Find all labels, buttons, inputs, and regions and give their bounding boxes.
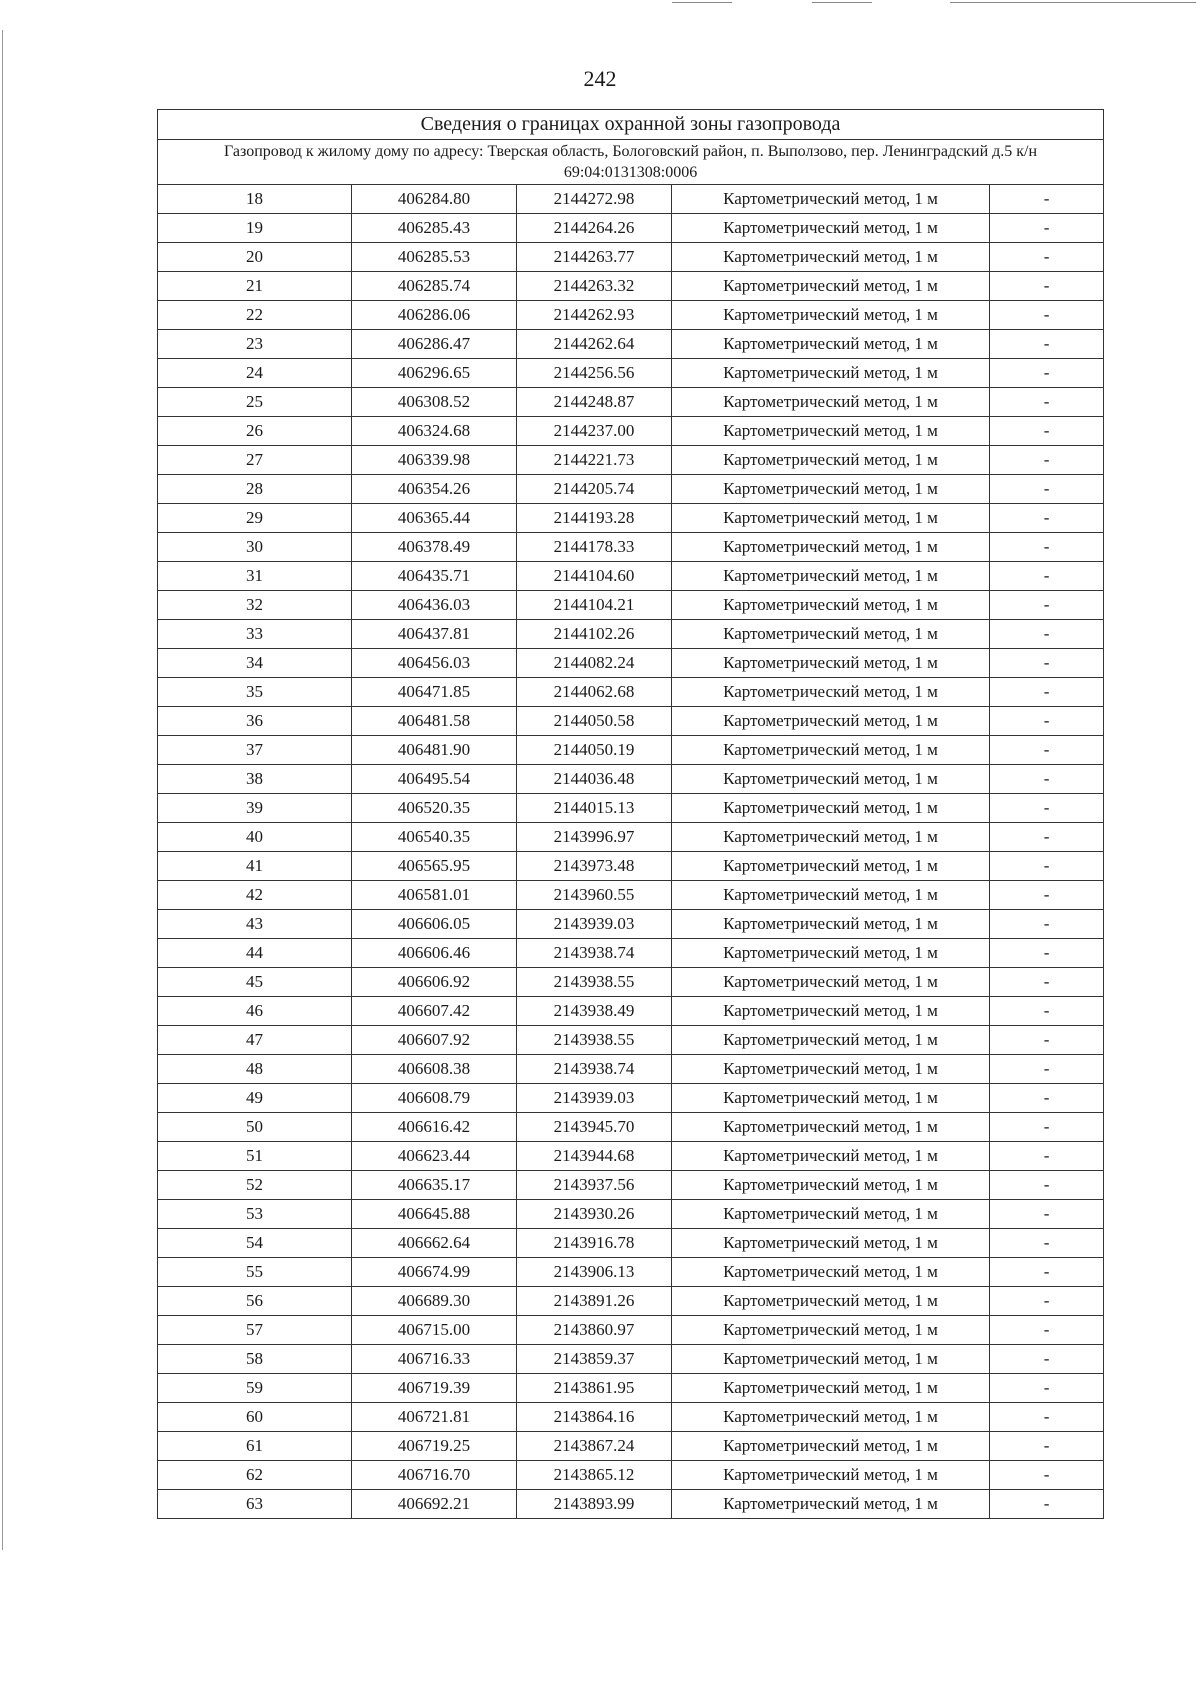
point-number-cell: 40 — [158, 823, 352, 852]
x-coordinate-cell: 406608.38 — [352, 1055, 517, 1084]
y-coordinate-cell: 2143861.95 — [517, 1374, 672, 1403]
x-coordinate-cell: 406435.71 — [352, 562, 517, 591]
method-cell: Картометрический метод, 1 м — [672, 1374, 990, 1403]
method-cell: Картометрический метод, 1 м — [672, 214, 990, 243]
table-row — [158, 301, 1104, 330]
description-cell: - — [990, 272, 1104, 301]
description-cell: - — [990, 446, 1104, 475]
description-cell: - — [990, 243, 1104, 272]
table-row — [158, 1142, 1104, 1171]
table-row — [158, 272, 1104, 301]
x-coordinate-cell: 406719.39 — [352, 1374, 517, 1403]
y-coordinate-cell: 2144262.64 — [517, 330, 672, 359]
table-row — [158, 1084, 1104, 1113]
description-cell: - — [990, 997, 1104, 1026]
y-coordinate-cell: 2143860.97 — [517, 1316, 672, 1345]
point-number-cell: 26 — [158, 417, 352, 446]
table-row — [158, 1461, 1104, 1490]
x-coordinate-cell: 406623.44 — [352, 1142, 517, 1171]
method-cell: Картометрический метод, 1 м — [672, 388, 990, 417]
description-cell: - — [990, 1316, 1104, 1345]
point-number-cell: 44 — [158, 939, 352, 968]
method-cell: Картометрический метод, 1 м — [672, 649, 990, 678]
y-coordinate-cell: 2143944.68 — [517, 1142, 672, 1171]
description-cell: - — [990, 1461, 1104, 1490]
x-coordinate-cell: 406378.49 — [352, 533, 517, 562]
y-coordinate-cell: 2143916.78 — [517, 1229, 672, 1258]
point-number-cell: 19 — [158, 214, 352, 243]
table-row — [158, 1113, 1104, 1142]
description-cell: - — [990, 330, 1104, 359]
table-row — [158, 620, 1104, 649]
y-coordinate-cell: 2143938.55 — [517, 1026, 672, 1055]
point-number-cell: 38 — [158, 765, 352, 794]
point-number-cell: 24 — [158, 359, 352, 388]
method-cell: Картометрический метод, 1 м — [672, 1200, 990, 1229]
method-cell: Картометрический метод, 1 м — [672, 1403, 990, 1432]
x-coordinate-cell: 406715.00 — [352, 1316, 517, 1345]
point-number-cell: 45 — [158, 968, 352, 997]
description-cell: - — [990, 881, 1104, 910]
method-cell: Картометрический метод, 1 м — [672, 620, 990, 649]
y-coordinate-cell: 2144248.87 — [517, 388, 672, 417]
table-row — [158, 1316, 1104, 1345]
table-title: Сведения о границах охранной зоны газопровода — [158, 110, 1104, 140]
table-row — [158, 765, 1104, 794]
description-cell: - — [990, 1258, 1104, 1287]
x-coordinate-cell: 406284.80 — [352, 185, 517, 214]
x-coordinate-cell: 406339.98 — [352, 446, 517, 475]
method-cell: Картометрический метод, 1 м — [672, 736, 990, 765]
description-cell: - — [990, 1171, 1104, 1200]
x-coordinate-cell: 406540.35 — [352, 823, 517, 852]
description-cell: - — [990, 1113, 1104, 1142]
table-row — [158, 1287, 1104, 1316]
table-row — [158, 1229, 1104, 1258]
method-cell: Картометрический метод, 1 м — [672, 417, 990, 446]
x-coordinate-cell: 406495.54 — [352, 765, 517, 794]
point-number-cell: 23 — [158, 330, 352, 359]
y-coordinate-cell: 2144263.32 — [517, 272, 672, 301]
y-coordinate-cell: 2144036.48 — [517, 765, 672, 794]
point-number-cell: 32 — [158, 591, 352, 620]
y-coordinate-cell: 2143891.26 — [517, 1287, 672, 1316]
description-cell: - — [990, 301, 1104, 330]
point-number-cell: 28 — [158, 475, 352, 504]
description-cell: - — [990, 1345, 1104, 1374]
description-cell: - — [990, 185, 1104, 214]
method-cell: Картометрический метод, 1 м — [672, 446, 990, 475]
method-cell: Картометрический метод, 1 м — [672, 243, 990, 272]
x-coordinate-cell: 406296.65 — [352, 359, 517, 388]
point-number-cell: 56 — [158, 1287, 352, 1316]
point-number-cell: 50 — [158, 1113, 352, 1142]
description-cell: - — [990, 649, 1104, 678]
y-coordinate-cell: 2144262.93 — [517, 301, 672, 330]
point-number-cell: 18 — [158, 185, 352, 214]
x-coordinate-cell: 406324.68 — [352, 417, 517, 446]
method-cell: Картометрический метод, 1 м — [672, 881, 990, 910]
y-coordinate-cell: 2144104.60 — [517, 562, 672, 591]
y-coordinate-cell: 2144050.19 — [517, 736, 672, 765]
table-row — [158, 968, 1104, 997]
point-number-cell: 61 — [158, 1432, 352, 1461]
x-coordinate-cell: 406471.85 — [352, 678, 517, 707]
table-row — [158, 910, 1104, 939]
x-coordinate-cell: 406456.03 — [352, 649, 517, 678]
x-coordinate-cell: 406635.17 — [352, 1171, 517, 1200]
description-cell: - — [990, 852, 1104, 881]
description-cell: - — [990, 736, 1104, 765]
x-coordinate-cell: 406689.30 — [352, 1287, 517, 1316]
description-cell: - — [990, 1287, 1104, 1316]
point-number-cell: 39 — [158, 794, 352, 823]
x-coordinate-cell: 406719.25 — [352, 1432, 517, 1461]
table-row — [158, 214, 1104, 243]
method-cell: Картометрический метод, 1 м — [672, 1229, 990, 1258]
method-cell: Картометрический метод, 1 м — [672, 1345, 990, 1374]
point-number-cell: 62 — [158, 1461, 352, 1490]
description-cell: - — [990, 939, 1104, 968]
y-coordinate-cell: 2143938.74 — [517, 1055, 672, 1084]
x-coordinate-cell: 406285.53 — [352, 243, 517, 272]
table-row — [158, 417, 1104, 446]
point-number-cell: 52 — [158, 1171, 352, 1200]
table-title-row — [158, 110, 1104, 140]
description-cell: - — [990, 1055, 1104, 1084]
table-row — [158, 852, 1104, 881]
method-cell: Картометрический метод, 1 м — [672, 1258, 990, 1287]
table-row — [158, 243, 1104, 272]
table-row — [158, 1026, 1104, 1055]
table-row — [158, 1490, 1104, 1519]
x-coordinate-cell: 406581.01 — [352, 881, 517, 910]
method-cell: Картометрический метод, 1 м — [672, 1461, 990, 1490]
y-coordinate-cell: 2143930.26 — [517, 1200, 672, 1229]
x-coordinate-cell: 406606.05 — [352, 910, 517, 939]
y-coordinate-cell: 2143973.48 — [517, 852, 672, 881]
point-number-cell: 53 — [158, 1200, 352, 1229]
description-cell: - — [990, 707, 1104, 736]
x-coordinate-cell: 406365.44 — [352, 504, 517, 533]
x-coordinate-cell: 406286.47 — [352, 330, 517, 359]
point-number-cell: 60 — [158, 1403, 352, 1432]
x-coordinate-cell: 406285.74 — [352, 272, 517, 301]
y-coordinate-cell: 2144015.13 — [517, 794, 672, 823]
protection-zone-table — [157, 109, 1104, 1519]
description-cell: - — [990, 765, 1104, 794]
point-number-cell: 49 — [158, 1084, 352, 1113]
method-cell: Картометрический метод, 1 м — [672, 1432, 990, 1461]
table-row — [158, 562, 1104, 591]
y-coordinate-cell: 2143945.70 — [517, 1113, 672, 1142]
y-coordinate-cell: 2144082.24 — [517, 649, 672, 678]
point-number-cell: 37 — [158, 736, 352, 765]
y-coordinate-cell: 2143937.56 — [517, 1171, 672, 1200]
y-coordinate-cell: 2143939.03 — [517, 910, 672, 939]
method-cell: Картометрический метод, 1 м — [672, 591, 990, 620]
scan-edge-line-top — [950, 2, 1196, 3]
x-coordinate-cell: 406481.90 — [352, 736, 517, 765]
table-row — [158, 1171, 1104, 1200]
point-number-cell: 22 — [158, 301, 352, 330]
method-cell: Картометрический метод, 1 м — [672, 707, 990, 736]
y-coordinate-cell: 2144256.56 — [517, 359, 672, 388]
x-coordinate-cell: 406692.21 — [352, 1490, 517, 1519]
table-row — [158, 1345, 1104, 1374]
description-cell: - — [990, 794, 1104, 823]
description-cell: - — [990, 562, 1104, 591]
point-number-cell: 47 — [158, 1026, 352, 1055]
y-coordinate-cell: 2143939.03 — [517, 1084, 672, 1113]
table-row — [158, 446, 1104, 475]
table-row — [158, 359, 1104, 388]
x-coordinate-cell: 406354.26 — [352, 475, 517, 504]
method-cell: Картометрический метод, 1 м — [672, 968, 990, 997]
x-coordinate-cell: 406716.70 — [352, 1461, 517, 1490]
method-cell: Картометрический метод, 1 м — [672, 823, 990, 852]
table-row — [158, 475, 1104, 504]
y-coordinate-cell: 2143938.74 — [517, 939, 672, 968]
point-number-cell: 55 — [158, 1258, 352, 1287]
point-number-cell: 58 — [158, 1345, 352, 1374]
y-coordinate-cell: 2144062.68 — [517, 678, 672, 707]
method-cell: Картометрический метод, 1 м — [672, 852, 990, 881]
description-cell: - — [990, 359, 1104, 388]
method-cell: Картометрический метод, 1 м — [672, 1055, 990, 1084]
table-row — [158, 1055, 1104, 1084]
x-coordinate-cell: 406645.88 — [352, 1200, 517, 1229]
point-number-cell: 20 — [158, 243, 352, 272]
table-row — [158, 591, 1104, 620]
table-row — [158, 388, 1104, 417]
table-row — [158, 823, 1104, 852]
description-cell: - — [990, 1142, 1104, 1171]
point-number-cell: 51 — [158, 1142, 352, 1171]
description-cell: - — [990, 417, 1104, 446]
point-number-cell: 30 — [158, 533, 352, 562]
x-coordinate-cell: 406286.06 — [352, 301, 517, 330]
x-coordinate-cell: 406481.58 — [352, 707, 517, 736]
method-cell: Картометрический метод, 1 м — [672, 1026, 990, 1055]
y-coordinate-cell: 2144272.98 — [517, 185, 672, 214]
method-cell: Картометрический метод, 1 м — [672, 185, 990, 214]
point-number-cell: 63 — [158, 1490, 352, 1519]
table-row — [158, 504, 1104, 533]
method-cell: Картометрический метод, 1 м — [672, 359, 990, 388]
method-cell: Картометрический метод, 1 м — [672, 939, 990, 968]
x-coordinate-cell: 406662.64 — [352, 1229, 517, 1258]
scan-edge-line-top — [812, 2, 872, 3]
description-cell: - — [990, 591, 1104, 620]
method-cell: Картометрический метод, 1 м — [672, 678, 990, 707]
table-row — [158, 707, 1104, 736]
method-cell: Картометрический метод, 1 м — [672, 1084, 990, 1113]
point-number-cell: 42 — [158, 881, 352, 910]
x-coordinate-cell: 406721.81 — [352, 1403, 517, 1432]
x-coordinate-cell: 406520.35 — [352, 794, 517, 823]
scan-edge-line-top — [672, 2, 732, 3]
method-cell: Картометрический метод, 1 м — [672, 1490, 990, 1519]
description-cell: - — [990, 533, 1104, 562]
y-coordinate-cell: 2143938.55 — [517, 968, 672, 997]
method-cell: Картометрический метод, 1 м — [672, 330, 990, 359]
y-coordinate-cell: 2144178.33 — [517, 533, 672, 562]
method-cell: Картометрический метод, 1 м — [672, 301, 990, 330]
table-row — [158, 1403, 1104, 1432]
point-number-cell: 34 — [158, 649, 352, 678]
x-coordinate-cell: 406674.99 — [352, 1258, 517, 1287]
x-coordinate-cell: 406606.92 — [352, 968, 517, 997]
description-cell: - — [990, 504, 1104, 533]
table-row — [158, 939, 1104, 968]
description-cell: - — [990, 910, 1104, 939]
x-coordinate-cell: 406616.42 — [352, 1113, 517, 1142]
table-row — [158, 330, 1104, 359]
y-coordinate-cell: 2144205.74 — [517, 475, 672, 504]
point-number-cell: 29 — [158, 504, 352, 533]
x-coordinate-cell: 406436.03 — [352, 591, 517, 620]
x-coordinate-cell: 406565.95 — [352, 852, 517, 881]
method-cell: Картометрический метод, 1 м — [672, 1113, 990, 1142]
description-cell: - — [990, 620, 1104, 649]
table-row — [158, 794, 1104, 823]
y-coordinate-cell: 2143859.37 — [517, 1345, 672, 1374]
table-row — [158, 1258, 1104, 1287]
method-cell: Картометрический метод, 1 м — [672, 910, 990, 939]
point-number-cell: 41 — [158, 852, 352, 881]
method-cell: Картометрический метод, 1 м — [672, 475, 990, 504]
description-cell: - — [990, 1432, 1104, 1461]
description-cell: - — [990, 823, 1104, 852]
description-cell: - — [990, 1229, 1104, 1258]
point-number-cell: 48 — [158, 1055, 352, 1084]
table-row — [158, 185, 1104, 214]
y-coordinate-cell: 2144221.73 — [517, 446, 672, 475]
y-coordinate-cell: 2143996.97 — [517, 823, 672, 852]
table-row — [158, 736, 1104, 765]
point-number-cell: 43 — [158, 910, 352, 939]
method-cell: Картометрический метод, 1 м — [672, 533, 990, 562]
table-row — [158, 1432, 1104, 1461]
point-number-cell: 21 — [158, 272, 352, 301]
y-coordinate-cell: 2144237.00 — [517, 417, 672, 446]
point-number-cell: 36 — [158, 707, 352, 736]
method-cell: Картометрический метод, 1 м — [672, 1287, 990, 1316]
x-coordinate-cell: 406308.52 — [352, 388, 517, 417]
method-cell: Картометрический метод, 1 м — [672, 1142, 990, 1171]
y-coordinate-cell: 2143893.99 — [517, 1490, 672, 1519]
description-cell: - — [990, 1490, 1104, 1519]
description-cell: - — [990, 475, 1104, 504]
y-coordinate-cell: 2144104.21 — [517, 591, 672, 620]
description-cell: - — [990, 214, 1104, 243]
description-cell: - — [990, 388, 1104, 417]
description-cell: - — [990, 1374, 1104, 1403]
x-coordinate-cell: 406607.92 — [352, 1026, 517, 1055]
y-coordinate-cell: 2144263.77 — [517, 243, 672, 272]
description-cell: - — [990, 968, 1104, 997]
description-cell: - — [990, 1026, 1104, 1055]
point-number-cell: 59 — [158, 1374, 352, 1403]
method-cell: Картометрический метод, 1 м — [672, 765, 990, 794]
table-row — [158, 1374, 1104, 1403]
method-cell: Картометрический метод, 1 м — [672, 794, 990, 823]
description-cell: - — [990, 678, 1104, 707]
scan-edge-line-left — [2, 30, 3, 1550]
x-coordinate-cell: 406607.42 — [352, 997, 517, 1026]
table-row — [158, 649, 1104, 678]
y-coordinate-cell: 2144102.26 — [517, 620, 672, 649]
method-cell: Картометрический метод, 1 м — [672, 1171, 990, 1200]
y-coordinate-cell: 2144264.26 — [517, 214, 672, 243]
y-coordinate-cell: 2144193.28 — [517, 504, 672, 533]
y-coordinate-cell: 2143938.49 — [517, 997, 672, 1026]
y-coordinate-cell: 2143906.13 — [517, 1258, 672, 1287]
point-number-cell: 31 — [158, 562, 352, 591]
x-coordinate-cell: 406437.81 — [352, 620, 517, 649]
x-coordinate-cell: 406606.46 — [352, 939, 517, 968]
y-coordinate-cell: 2143864.16 — [517, 1403, 672, 1432]
description-cell: - — [990, 1084, 1104, 1113]
x-coordinate-cell: 406285.43 — [352, 214, 517, 243]
table-row — [158, 997, 1104, 1026]
y-coordinate-cell: 2143867.24 — [517, 1432, 672, 1461]
method-cell: Картометрический метод, 1 м — [672, 504, 990, 533]
method-cell: Картометрический метод, 1 м — [672, 272, 990, 301]
point-number-cell: 35 — [158, 678, 352, 707]
y-coordinate-cell: 2144050.58 — [517, 707, 672, 736]
point-number-cell: 54 — [158, 1229, 352, 1258]
description-cell: - — [990, 1200, 1104, 1229]
method-cell: Картометрический метод, 1 м — [672, 997, 990, 1026]
method-cell: Картометрический метод, 1 м — [672, 562, 990, 591]
x-coordinate-cell: 406608.79 — [352, 1084, 517, 1113]
description-cell: - — [990, 1403, 1104, 1432]
x-coordinate-cell: 406716.33 — [352, 1345, 517, 1374]
table-row — [158, 533, 1104, 562]
point-number-cell: 46 — [158, 997, 352, 1026]
table-row — [158, 678, 1104, 707]
point-number-cell: 33 — [158, 620, 352, 649]
method-cell: Картометрический метод, 1 м — [672, 1316, 990, 1345]
table-row — [158, 1200, 1104, 1229]
table-subtitle-row — [158, 140, 1104, 185]
table-row — [158, 881, 1104, 910]
y-coordinate-cell: 2143865.12 — [517, 1461, 672, 1490]
point-number-cell: 25 — [158, 388, 352, 417]
y-coordinate-cell: 2143960.55 — [517, 881, 672, 910]
point-number-cell: 27 — [158, 446, 352, 475]
point-number-cell: 57 — [158, 1316, 352, 1345]
table-subtitle: Газопровод к жилому дому по адресу: Тверская область, Бологовский район, п. Выползово, пер. Ленинградский д.5 к/н 69:04:0131308:0006 — [158, 140, 1104, 185]
page-number: 242 — [583, 66, 617, 91]
